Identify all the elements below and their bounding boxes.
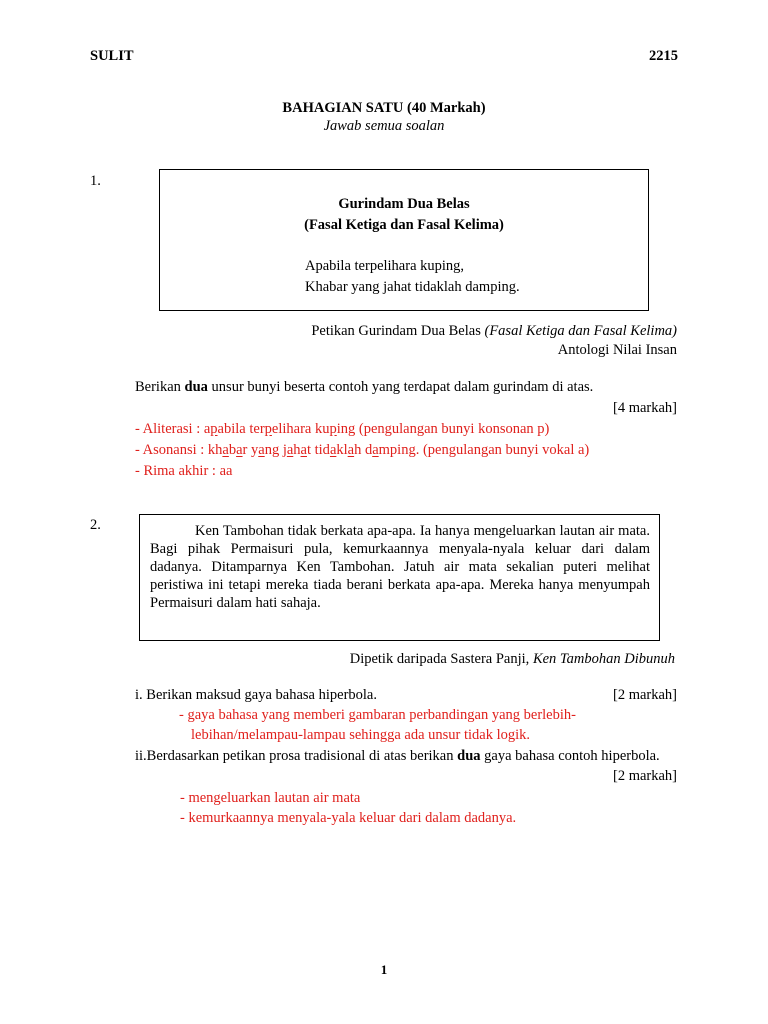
q2-part-ii-bold: dua <box>457 748 481 764</box>
q1-ans2-seg: h <box>293 442 301 458</box>
q2-part-ii-answer-2: - kemurkaannya menyala-yala keluar dari dalam dadanya. <box>180 810 517 826</box>
q2-part-i-marks: [2 markah] <box>612 687 677 703</box>
q1-poem-subtitle: (Fasal Ketiga dan Fasal Kelima) <box>304 217 504 233</box>
q1-ans2-underlined: a <box>329 442 337 458</box>
q1-source-prefix: Petikan Gurindam Dua Belas <box>311 323 485 339</box>
q2-part-ii-marks: [2 markah] <box>612 768 677 784</box>
q1-question <box>135 378 593 397</box>
q2-part-ii-post: gaya bahasa contoh hiperbola. <box>480 748 660 764</box>
q1-ans1-underlined: p <box>329 421 337 437</box>
q1-answer-line-2 <box>135 441 589 460</box>
header-sulit: SULIT <box>90 48 134 64</box>
q1-ans1-seg: abila ter <box>217 421 265 437</box>
q1-ans2-underlined: a <box>236 442 243 458</box>
q1-answer-line-3: - Rima akhir : aa <box>135 463 233 479</box>
q1-answer-line-1 <box>135 420 549 439</box>
question-2-number: 2. <box>90 517 101 533</box>
q2-part-i-answer-line-2: lebihan/melampau-lampau sehingga ada unsur tidak logik. <box>191 727 531 743</box>
header-code: 2215 <box>649 48 678 64</box>
q2-source-line <box>350 650 675 669</box>
q1-ans2-seg: t tid <box>306 442 330 458</box>
q2-part-ii-answer-1: - mengeluarkan lautan air mata <box>180 790 361 806</box>
q1-ans1-seg: elihara ku <box>271 421 330 437</box>
q1-verse-line-1: Apabila terpelihara kuping, <box>305 258 465 274</box>
q2-passage <box>150 522 650 612</box>
q2-part-ii-question <box>135 747 660 766</box>
q1-ans2-underlined: a <box>347 442 355 458</box>
q1-ans2-seg: mping. (pengulangan bunyi vokal a) <box>378 442 590 458</box>
q1-poem-box <box>159 169 649 311</box>
q1-ans2-underlined: a <box>300 442 307 458</box>
q1-marks: [4 markah] <box>612 400 677 416</box>
q1-ans2-seg: ng j <box>264 442 287 458</box>
q2-part-i-answer-line-1: - gaya bahasa yang memberi gambaran perbandingan yang berlebih- <box>179 707 576 723</box>
q1-source-line <box>311 322 677 341</box>
page-number: 1 <box>380 962 388 977</box>
q1-poem-title: Gurindam Dua Belas <box>338 196 470 212</box>
q1-ans2-seg: h d <box>354 442 373 458</box>
question-1-number: 1. <box>90 173 101 189</box>
q2-part-i-question: i. Berikan maksud gaya bahasa hiperbola. <box>135 687 377 703</box>
q1-ans2-seg: r y <box>242 442 259 458</box>
q1-question-post: unsur bunyi beserta contoh yang terdapat dalam gurindam di atas. <box>207 379 594 395</box>
q1-ans2-underlined: a <box>222 442 229 458</box>
q1-ans2-seg: - Asonansi : kh <box>135 442 223 458</box>
q1-ans1-seg: - Aliterasi : a <box>135 421 211 437</box>
q1-question-pre: Berikan <box>135 379 185 395</box>
q1-ans1-underlined: p <box>264 421 272 437</box>
q1-ans2-seg: kl <box>336 442 348 458</box>
q1-question-bold: dua <box>184 379 208 395</box>
q1-source-italic: (Fasal Ketiga dan Fasal Kelima) <box>484 323 677 339</box>
q2-passage-text: Ken Tambohan tidak berkata apa-apa. Ia hanya mengeluarkan lautan air mata. Bagi pihak Permaisuri pula, kemurkaannya menyala-nyala keluar dari dalam dadanya. Ditamparnya Ken Tambohan. Jatuh air mata sekalian puteri melihat peristiwa ini tetapi mereka tiada berani berkata apa-apa. Mereka hanya menyumpah Permaisuri dalam hati sahaja. <box>150 523 650 611</box>
q1-ans1-seg: ing (pengulangan bunyi konsonan p) <box>336 421 550 437</box>
q2-source-italic: Ken Tambohan Dibunuh <box>532 651 675 667</box>
section-title: BAHAGIAN SATU (40 Markah) <box>282 100 486 116</box>
q2-part-ii-pre: ii.Berdasarkan petikan prosa tradisional di atas berikan <box>135 748 458 764</box>
q1-verse-line-2: Khabar yang jahat tidaklah damping. <box>305 279 520 295</box>
q1-ans1-underlined: p <box>210 421 218 437</box>
q1-ans2-seg: b <box>228 442 237 458</box>
q1-ans2-underlined: a <box>372 442 379 458</box>
q1-ans2-underlined: a <box>286 442 294 458</box>
section-instruction: Jawab semua soalan <box>323 118 445 134</box>
q2-source-prefix: Dipetik daripada Sastera Panji, <box>349 651 533 667</box>
q1-source-book: Antologi Nilai Insan <box>557 342 677 358</box>
q1-ans2-underlined: a <box>258 442 265 458</box>
